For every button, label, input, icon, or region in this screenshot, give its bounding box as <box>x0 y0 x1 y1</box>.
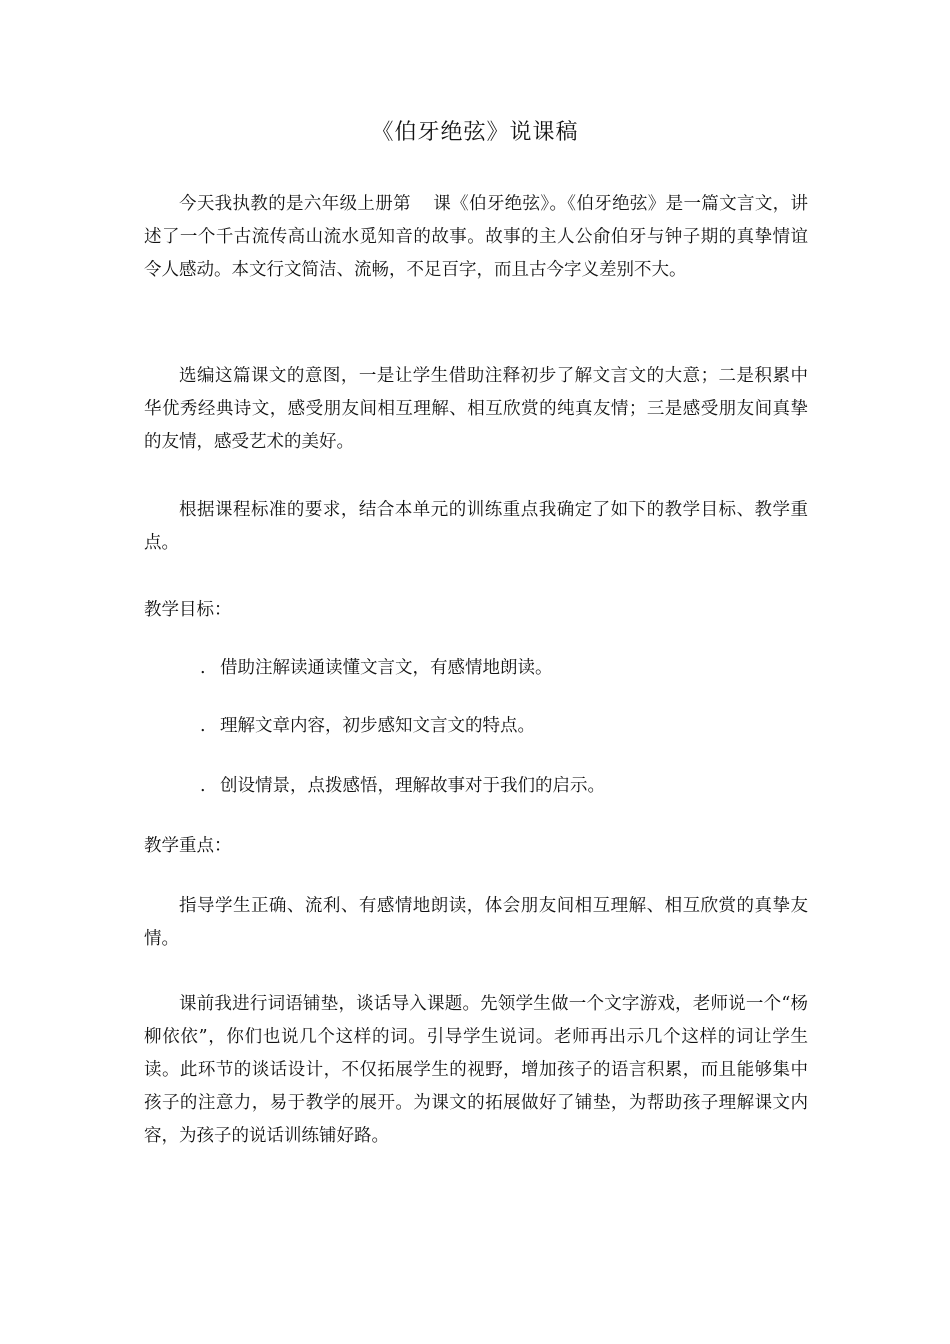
page-title: 《伯牙绝弦》说课稿 <box>371 120 579 145</box>
goal-item <box>200 710 808 743</box>
goals-label: 教学目标： <box>144 600 232 620</box>
goal-marker: . <box>200 658 206 678</box>
intro-text-part2: 课《伯牙绝弦》。《伯牙绝弦》是一篇文言文，讲述了一个千古流传高山流水觅知音的故事。故事的主人公俞伯牙与钟子期的真挚情谊令人感动。本文行文简洁、流畅，不足百字，而且古今字义差别不大。 <box>144 194 809 280</box>
goal-item <box>200 652 808 685</box>
basis-paragraph: 根据课程标准的要求，结合本单元的训练重点我确定了如下的教学目标、教学重点。 <box>144 500 808 553</box>
intro-paragraph <box>144 188 808 287</box>
preclass-paragraph: 课前我进行词语铺垫，谈话导入课题。先领学生做一个文字游戏，老师说一个“杨柳依依”，你们也说几个这样的词。引导学生说词。老师再出示几个这样的词让学生读。此环节的谈话设计，不仅拓展学生的视野，增加孩子的语言积累，而且能够集中孩子的注意力，易于教学的展开。为课文的拓展做好了铺垫，为帮助孩子理解课文内容，为孩子的说话训练铺好路。 <box>144 994 808 1146</box>
goal-marker: . <box>200 776 206 796</box>
goal-text: 借助注解读通读懂文言文，有感情地朗读。 <box>220 658 553 678</box>
intro-text-part1: 今天我执教的是六年级上册第 <box>179 194 411 214</box>
intent-paragraph: 选编这篇课文的意图，一是让学生借助注释初步了解文言文的大意；二是积累中华优秀经典诗文，感受朋友间相互理解、相互欣赏的纯真友情；三是感受朋友间真挚的友情，感受艺术的美好。 <box>144 366 808 452</box>
focus-label: 教学重点： <box>144 836 232 856</box>
focus-paragraph: 指导学生正确、流利、有感情地朗读，体会朋友间相互理解、相互欣赏的真挚友情。 <box>144 896 808 949</box>
goal-marker: . <box>200 716 206 736</box>
goal-text: 创设情景，点拨感悟，理解故事对于我们的启示。 <box>220 776 605 796</box>
goal-text: 理解文章内容，初步感知文言文的特点。 <box>220 716 535 736</box>
goal-item <box>200 770 808 803</box>
